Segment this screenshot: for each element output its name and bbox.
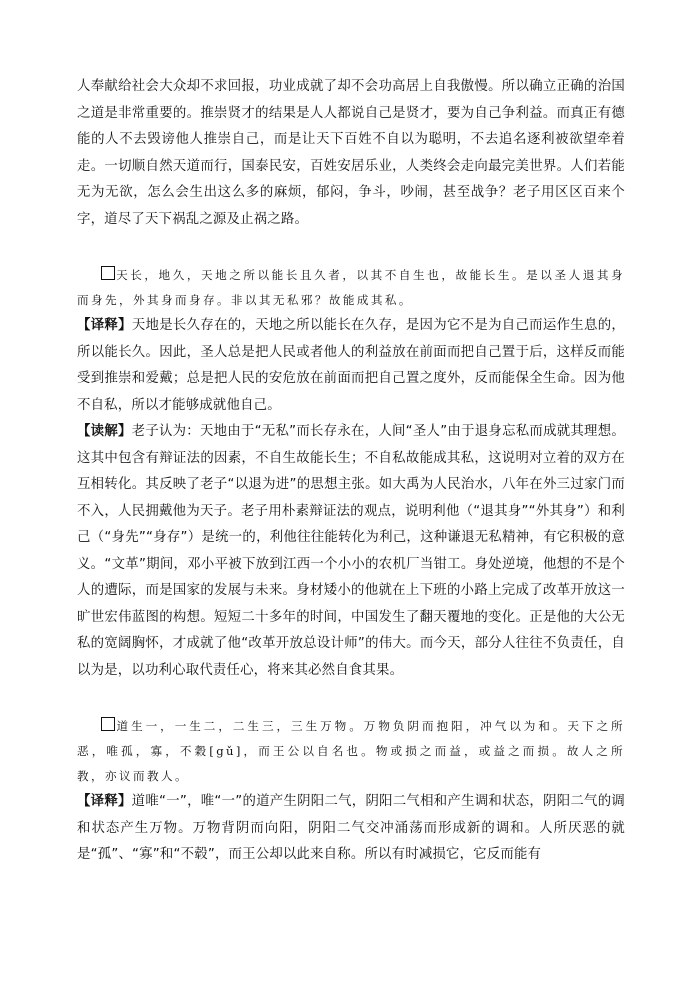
chapter7-reading-paragraph [77,419,625,684]
square-box-icon [101,266,115,280]
chapter7-translation-paragraph [77,313,625,419]
chapter42-translation: 道唯“一”，唯“一”的道产生阴阳二气，阴阳二气相和产生调和状态，阴阳二气的调和状态产生万物。万物背阴而向阳，阴阳二气交冲涌荡而形成新的调和。人所厌恶的就是“孤”、“寡”和“不毂”，而王公却以此来自称。所以有时减损它，它反而能有 [77,794,625,862]
chapter7-translation: 天地是长久存在的，天地之所以能长在久存，是因为它不是为自己而运作生息的，所以能长久。因此，圣人总是把人民或者他人的利益放在前面而把自己置于后，这样反而能受到推崇和爱戴；总是把人民的安危放在前面而把自己置之度外，反而能保全生命。因为他不自私，所以才能够成就他自己。 [77,318,625,413]
square-box-icon [101,717,115,731]
chapter7-classic-text [77,263,625,313]
spacer [77,233,625,263]
chapter42-classic: 道生一，一生二，二生三，三生万物。万物负阴而抱阳，冲气以为和。天下之所恶，唯孤，寡，不穀[gǔ]，而王公以自名也。物或损之而益，或益之而损。故人之所教，亦议而教人。 [77,719,625,783]
chapter42-translation-paragraph [77,789,625,869]
translation-tag: 【译释】 [77,794,132,809]
translation-tag: 【译释】 [77,318,132,333]
chapter7-reading: 老子认为：天地由于“无私”而长存永在，人间“圣人”由于退身忘私而成就其理想。这其中包含有辩证法的因素，不自生故能长生；不自私故能成其私，这说明对立着的双方在互相转化。其反映了老子“以退为进”的思想主张。如大禹为人民治水，八年在外三过家门而不入，人民拥戴他为天子。老子用朴素辩证法的观点，说明利他（“退其身”“外其身”）和利己（“身先”“身存”）是统一的，利他往往能转化为利己，这种谦退无私精神，有它积极的意义。“文革”期间，邓小平被下放到江西一个小小的农机厂当钳工。身处逆境，他想的不是个人的遭际，而是国家的发展与未来。身材矮小的他就在上下班的小路上完成了改革开放这一旷世宏伟蓝图的构想。短短二十多年的时间，中国发生了翻天覆地的变化。正是他的大公无私的宽阔胸怀，才成就了他“改革开放总设计师”的伟大。而今天，部分人往往不负责任，自以为是，以功利心取代责任心，将来其必然自食其果。 [77,424,625,678]
page-content [77,74,625,869]
reading-tag: 【读解】 [77,424,132,439]
chapter42-classic-text [77,714,625,789]
intro-paragraph: 人奉献给社会大众却不求回报，功业成就了却不会功高居上自我傲慢。所以确立正确的治国之道是非常重要的。推崇贤才的结果是人人都说自己是贤才，要为自己争利益。而真正有德能的人不去毁谤他人推崇自己，而是让天下百姓不自以为聪明，不去追名逐利被欲望牵着走。一切顺自然天道而行，国泰民安，百姓安居乐业，人类终会走向最完美世界。人们若能无为无欲，怎么会生出这么多的麻烦，郁闷，争斗，吵闹，甚至战争？老子用区区百来个字，道尽了天下祸乱之源及止祸之路。 [77,79,625,227]
spacer [77,684,625,714]
chapter7-classic: 天长，地久，天地之所以能长且久者，以其不自生也，故能长生。是以圣人退其身而身先，外其身而身存。非以其无私邪？故能成其私。 [77,268,625,307]
